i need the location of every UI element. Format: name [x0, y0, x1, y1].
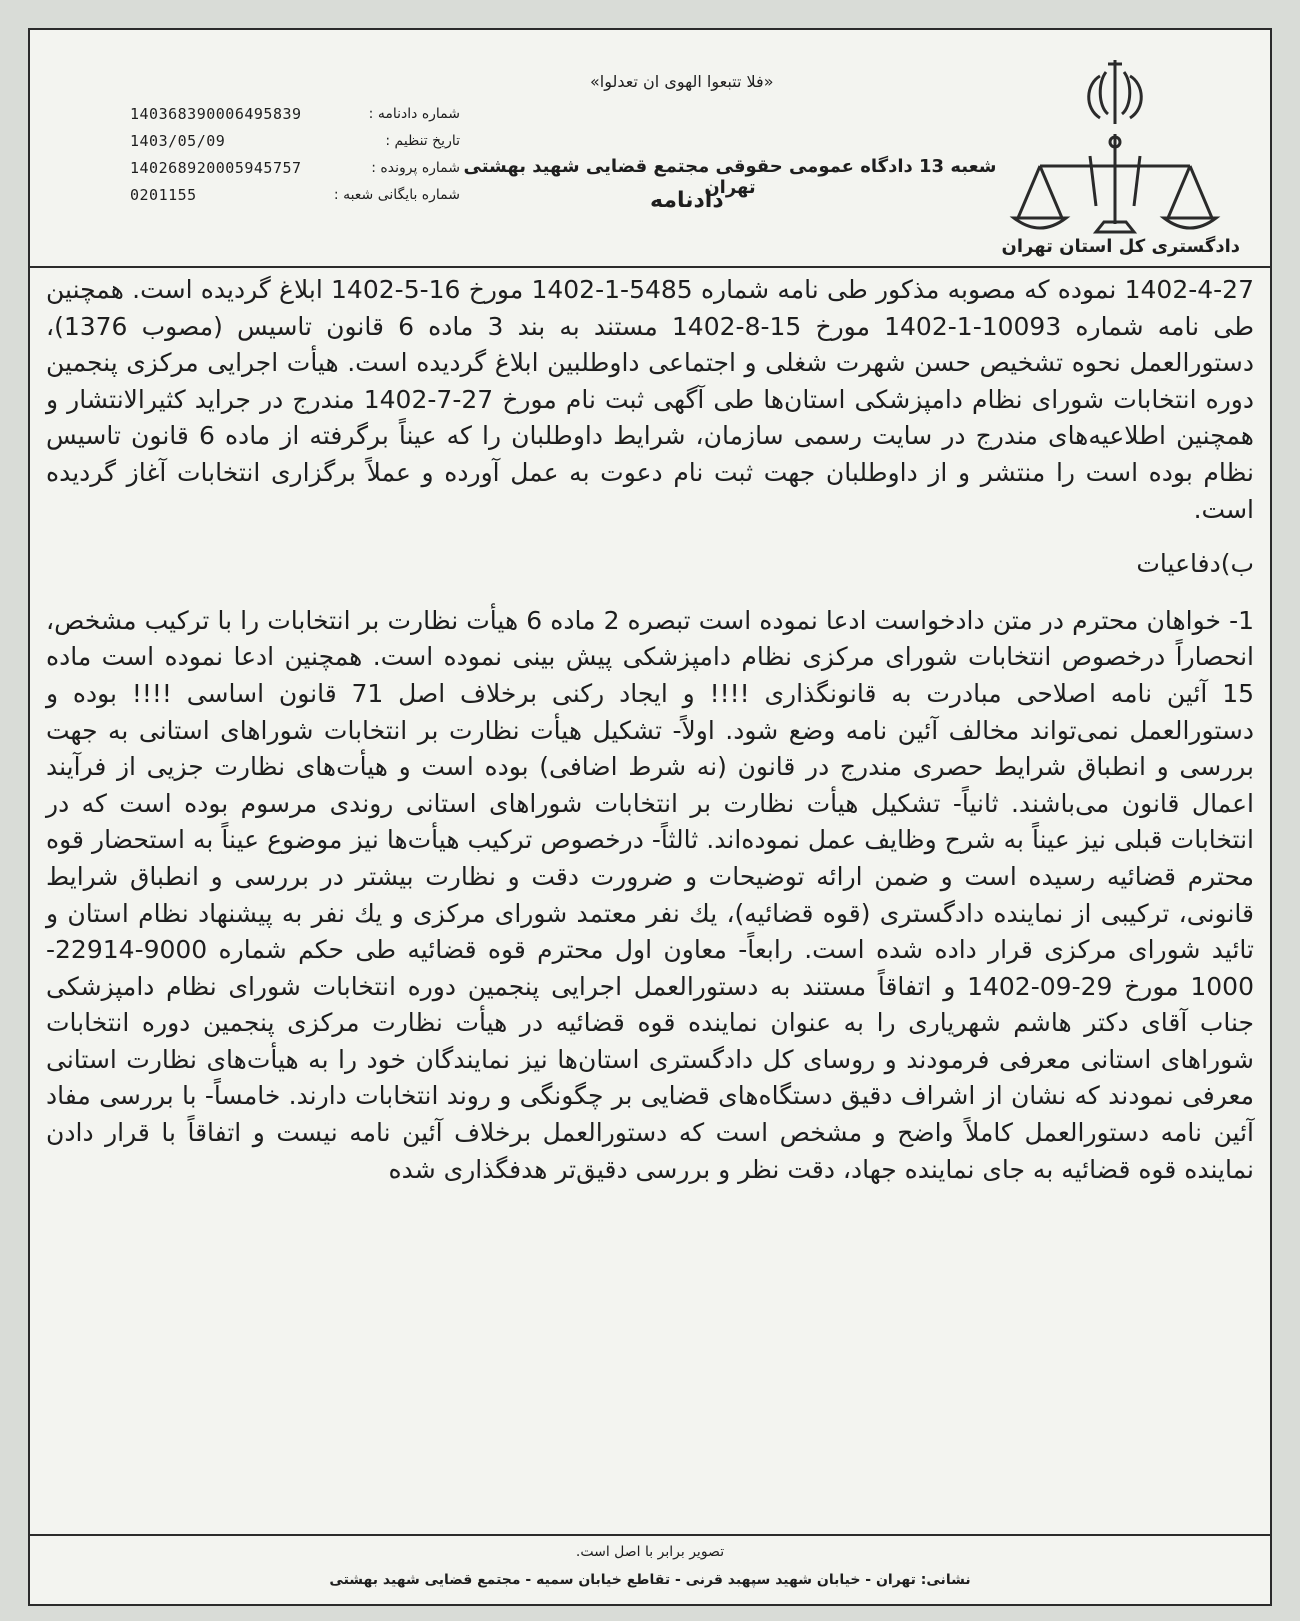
case-metadata	[130, 100, 460, 208]
meta-label: شماره پرونده :	[371, 159, 460, 176]
meta-row-verdict-number	[130, 100, 460, 127]
section-title-defenses: ب)دفاعیات	[1136, 549, 1254, 579]
meta-row-case-number	[130, 154, 460, 181]
court-address: نشانی: تهران - خیابان شهید سپهبد قرنی - تقاطع خیابان سمیه - مجتمع قضایی شهید بهشتی	[329, 1572, 971, 1588]
certified-copy-note: تصویر برابر با اصل است.	[575, 1544, 725, 1560]
meta-value: 0201155	[130, 185, 197, 204]
meta-label: تاریخ تنظیم :	[385, 132, 460, 149]
document-page	[28, 28, 1272, 1606]
court-name: شعبه 13 دادگاه عمومی حقوقی مجتمع قضایی شهید بهشتی تهران	[463, 156, 997, 198]
judiciary-emblem-icon	[1000, 46, 1230, 246]
page-footer	[30, 1534, 1270, 1604]
meta-row-date	[130, 127, 460, 154]
meta-label: شماره بایگانی شعبه :	[333, 186, 460, 203]
meta-value: 140368390006495839	[130, 104, 302, 123]
header-verse: «فلا تتبعوا الهوى ان تعدلوا»	[590, 72, 774, 91]
meta-value: 1403/05/09	[130, 131, 226, 150]
document-body	[46, 272, 1254, 1188]
doc-title: دادنامه	[650, 188, 724, 213]
emblem-caption: دادگستری کل استان تهران	[1001, 236, 1240, 257]
meta-value: 140268920005945757	[130, 158, 302, 177]
paragraph-defenses: 1- خواهان محترم در متن دادخواست ادعا نموده است تبصره 2 ماده 6 هیأت نظارت بر انتخابات را با ترکیب مشخص، انحصاراً درخصوص انتخابات شورای مرکزی نظام دامپزشکی پیش بینی نموده است. همچنین ادعا نموده است ماده 15 آئین نامه اصلاحی مبادرت به قانونگذاری !!!! و ایجاد رکنی برخلاف اصل 71 قانون اساسی !!!! بوده و دستورالعمل نمی‌تواند مخالف آئین نامه وضع شود. اولاً- تشکیل هیأت نظارت بر انتخابات شوراهای استانی به جهت بررسی و انطباق شرایط حصری مندرج در قانون (نه شرط اضافی) بوده است و هیأت‌های نظارت جزیی از فرآیند اعمال قانون می‌باشند. ثانیاً- تشکیل هیأت نظارت بر انتخابات شوراهای استانی روندی مرسوم بوده است که در انتخابات قبلی نیز عیناً به شرح وظایف عمل نموده‌اند. ثالثاً- درخصوص ترکیب هیأت‌ها نیز موضوع عیناً به استحضار قوه محترم قضائیه رسیده است و ضمن ارائه توضیحات و ضرورت دقت و نظارت بیشتر در بررسی و انطباق شرایط قانونی، ترکیبی از نماینده دادگستری (قوه قضائیه)، یك نفر معتمد شورای مرکزی و یك نفر به پیشنهاد نظام استان و تائید شورای مرکزی قرار داده شده است. رابعاً- معاون اول محترم قوه قضائیه طی حکم شماره 9000-22914-1000 مورخ 29-09-1402 و اتفاقاً مستند به دستورالعمل اجرایی پنجمین دوره انتخابات شورای نظام دامپزشکی جناب آقای دکتر هاشم شهریاری را به عنوان نماینده قوه قضائیه در هیأت نظارت مرکزی پنجمین دوره انتخابات شوراهای استانی معرفی فرمودند و روسای کل دادگستری استان‌ها نیز نمایندگان خود را به هیأت‌های نظارت استانی معرفی نمودند که نشان از اشراف دقیق دستگاه‌های قضایی بر چگونگی و روند انتخابات دارند. خامساً- با بررسی مفاد آئین نامه دستورالعمل کاملاً واضح و مشخص است که دستورالعمل برخلاف آئین نامه نیست و اتفاقاً با قرار دادن نماینده قوه قضائیه به جای نماینده جهاد، دقت نظر و بررسی دقیق‌تر هدفگذاری شده	[46, 605, 1255, 1184]
meta-row-archive-number	[130, 181, 460, 208]
meta-label: شماره دادنامه :	[368, 105, 460, 122]
letterhead	[30, 30, 1270, 268]
paragraph-intro: 1402-4-27 نموده که مصوبه مذکور طی نامه شماره 5485-1-1402 مورخ 16-5-1402 ابلاغ گردیده است. همچنین طی نامه شماره 10093-1-1402 مورخ 15-8-1402 مستند به بند 3 ماده 6 قانون تاسیس (مصوب 1376)، دستورالعمل نحوه تشخیص حسن شهرت شغلی و اجتماعی داوطلبین ابلاغ گردیده است. هیأت اجرایی مرکزی پنجمین دوره انتخابات شورای نظام دامپزشکی استان‌ها طی آگهی ثبت نام مورخ 27-7-1402 مندرج در جراید کثیرالانتشار و همچنین اطلاعیه‌های مندرج در سایت رسمی سازمان، شرایط داوطلبان را که عیناً برگرفته از ماده 6 قانون تاسیس نظام بوده است را منتشر و از داوطلبان جهت ثبت نام دعوت به عمل آورده و عملاً برگزاری انتخابات آغاز گردیده است.	[46, 275, 1254, 524]
